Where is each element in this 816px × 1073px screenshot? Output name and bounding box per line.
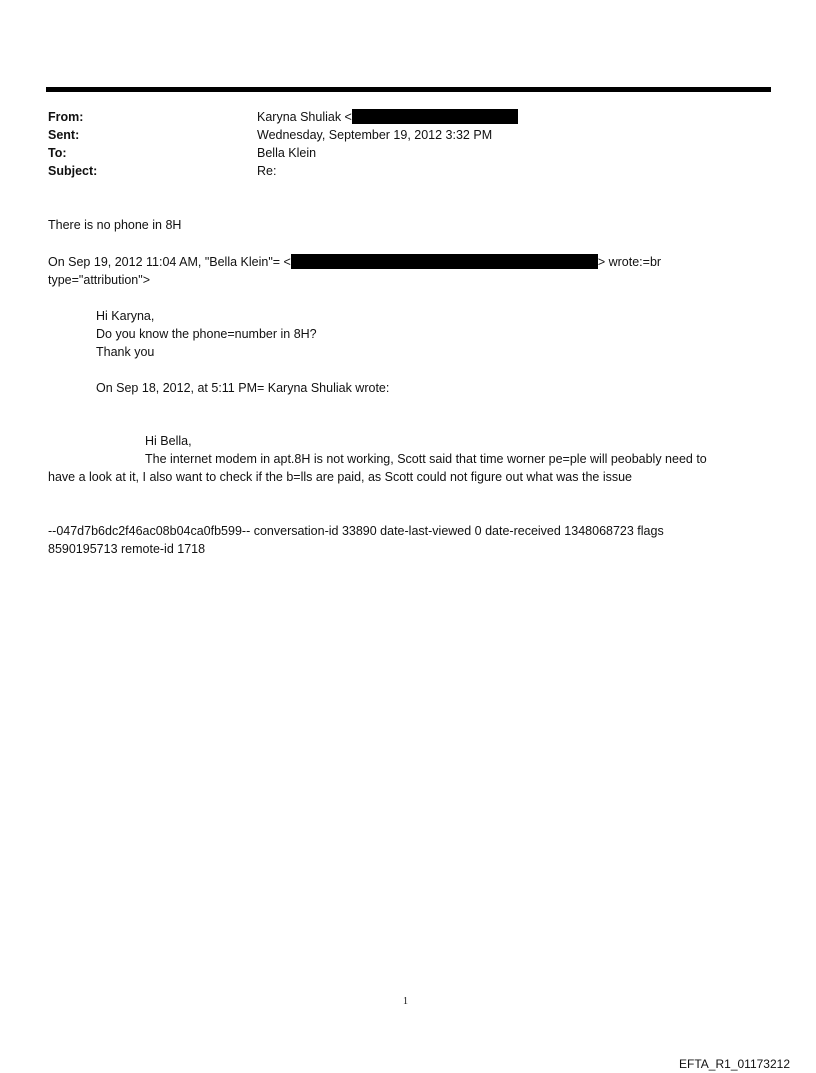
subject-value: Re: [257, 164, 277, 178]
redaction-block [352, 109, 518, 124]
from-name: Karyna Shuliak < [257, 110, 352, 124]
attribution-line [48, 253, 661, 271]
inner-body-line-1: The internet modem in apt.8H is not working, Scott said that time worner pe=ple will peobably need to [145, 452, 707, 466]
header-rule [46, 87, 771, 92]
inner-attribution: On Sep 18, 2012, at 5:11 PM= Karyna Shuliak wrote: [96, 381, 390, 395]
inner-greeting: Hi Bella, [145, 434, 192, 448]
attribution-suffix: > wrote:=br [597, 255, 662, 269]
inner-body-line-2: have a look at it, I also want to check if the b=lls are paid, as Scott could not figure out what was the issue [48, 470, 633, 484]
quoted-question: Do you know the phone=number in 8H? [96, 327, 317, 341]
from-label: From: [48, 110, 84, 124]
to-label: To: [48, 146, 67, 160]
metadata-line-2: 8590195713 remote-id 1718 [48, 542, 206, 556]
quoted-thanks: Thank you [96, 345, 155, 359]
redaction-block [291, 254, 598, 269]
page-number: 1 [403, 996, 408, 1007]
document-id: EFTA_R1_01173212 [679, 1057, 790, 1071]
to-value: Bella Klein [257, 146, 317, 160]
metadata-line-1: --047d7b6dc2f46ac08b04ca0fb599-- conversation-id 33890 date-last-viewed 0 date-received 1348068723 flags [48, 524, 664, 538]
from-value [257, 108, 518, 126]
sent-label: Sent: [48, 128, 80, 142]
attribution-line-2: type="attribution"> [48, 273, 150, 287]
quoted-greeting: Hi Karyna, [96, 309, 155, 323]
sent-value: Wednesday, September 19, 2012 3:32 PM [257, 128, 493, 142]
subject-label: Subject: [48, 164, 98, 178]
attribution-prefix: On Sep 19, 2012 11:04 AM, "Bella Klein"= < [48, 255, 291, 269]
reply-text: There is no phone in 8H [48, 218, 182, 232]
